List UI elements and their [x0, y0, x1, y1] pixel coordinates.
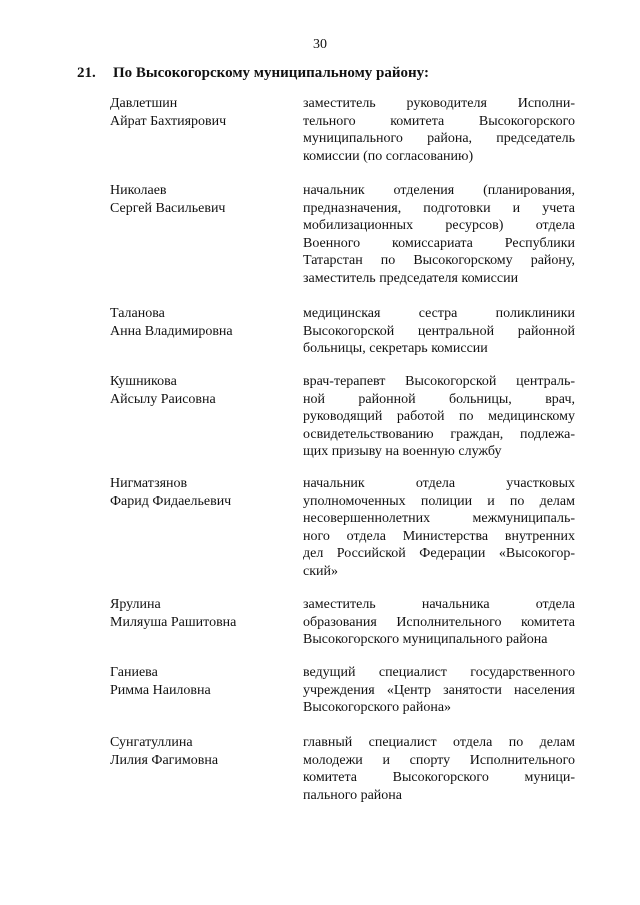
role-line: мобилизационных ресурсов) отдела [303, 218, 575, 233]
role-line: начальник отдела участковых [303, 476, 575, 491]
role-line: Военного комиссариата Республики [303, 235, 575, 251]
role-line: ного отдела Министерства внутренних [303, 528, 575, 544]
member-given-names: Айсылу Раисовна [110, 392, 216, 407]
member-surname: Нигматзянов [110, 476, 188, 491]
member-name [110, 664, 290, 700]
member-surname: Ярулина [110, 597, 161, 612]
role-line: Татарстан по Высокогорскому району, [303, 253, 575, 268]
member-given-names: Лилия Фагимовна [110, 753, 219, 768]
role-line: медицинская сестра поликлиники [303, 306, 575, 321]
role-line: Высокогорского муниципального района [303, 632, 548, 647]
role-line: комитета Высокогорского муници- [303, 770, 575, 785]
role-line: руководящий работой по медицинскому [303, 409, 575, 424]
member-given-names: Римма Наиловна [110, 683, 211, 698]
role-line: больницы, секретарь комиссии [303, 341, 488, 356]
role-line: щих призыву на военную службу [303, 444, 502, 459]
member-given-names: Фарид Фидаельевич [110, 494, 232, 509]
role-line: учреждения «Центр занятости населения [303, 682, 575, 698]
member-role [303, 373, 575, 461]
member-surname: Кушникова [110, 374, 177, 389]
role-line: тельного комитета Высокогорского [303, 113, 575, 129]
role-line: начальник отделения (планирования, [303, 183, 575, 198]
role-line: освидетельствованию граждан, подлежа- [303, 426, 575, 442]
member-role [303, 182, 575, 287]
role-line: комиссии (по согласованию) [303, 148, 474, 164]
role-line: дел Российской Федерации «Высокогор- [303, 546, 575, 561]
member-role [303, 734, 575, 804]
member-name [110, 95, 290, 131]
role-line: Высокогорской центральной районной [303, 323, 575, 339]
section-title: По Высокогорскому муниципальному району: [113, 65, 429, 81]
member-given-names: Миляуша Рашитовна [110, 615, 237, 630]
member-role [303, 596, 575, 649]
member-name [110, 734, 290, 770]
member-surname: Сунгатуллина [110, 735, 193, 750]
role-line: муниципального района, председатель [303, 131, 575, 146]
role-line: молодежи и спорту Исполнительного [303, 752, 575, 768]
member-name [110, 475, 290, 511]
member-role [303, 95, 575, 165]
role-line: образования Исполнительного комитета [303, 614, 575, 630]
role-line: заместитель начальника отдела [303, 597, 575, 612]
role-line: несовершеннолетних межмуниципаль- [303, 511, 575, 526]
member-name [110, 596, 290, 632]
member-given-names: Анна Владимировна [110, 324, 233, 339]
member-name [110, 373, 290, 409]
member-given-names: Сергей Васильевич [110, 201, 226, 216]
member-surname: Ганиева [110, 665, 158, 680]
member-surname: Таланова [110, 306, 165, 321]
page-number: 30 [313, 37, 327, 52]
role-line: заместитель руководителя Исполни- [303, 96, 575, 111]
role-line: ной районной больницы, врач, [303, 391, 575, 407]
role-line: Высокогорского района» [303, 700, 452, 715]
member-surname: Давлетшин [110, 96, 178, 111]
member-given-names: Айрат Бахтиярович [110, 114, 227, 129]
role-line: главный специалист отдела по делам [303, 735, 575, 750]
role-line: врач-терапевт Высокогорской централь- [303, 374, 575, 389]
section-number: 21. [77, 65, 96, 81]
section-heading [77, 64, 429, 82]
role-line: предназначения, подготовки и учета [303, 200, 575, 216]
member-role [303, 475, 575, 580]
member-name [110, 182, 290, 218]
role-line: уполномоченных полиции и по делам [303, 493, 575, 509]
member-role [303, 305, 575, 358]
role-line: ский» [303, 563, 338, 579]
member-name [110, 305, 290, 341]
role-line: ведущий специалист государственного [303, 665, 575, 680]
member-surname: Николаев [110, 183, 167, 198]
member-role [303, 664, 575, 717]
role-line: пального района [303, 787, 402, 803]
role-line: заместитель председателя комиссии [303, 270, 519, 286]
